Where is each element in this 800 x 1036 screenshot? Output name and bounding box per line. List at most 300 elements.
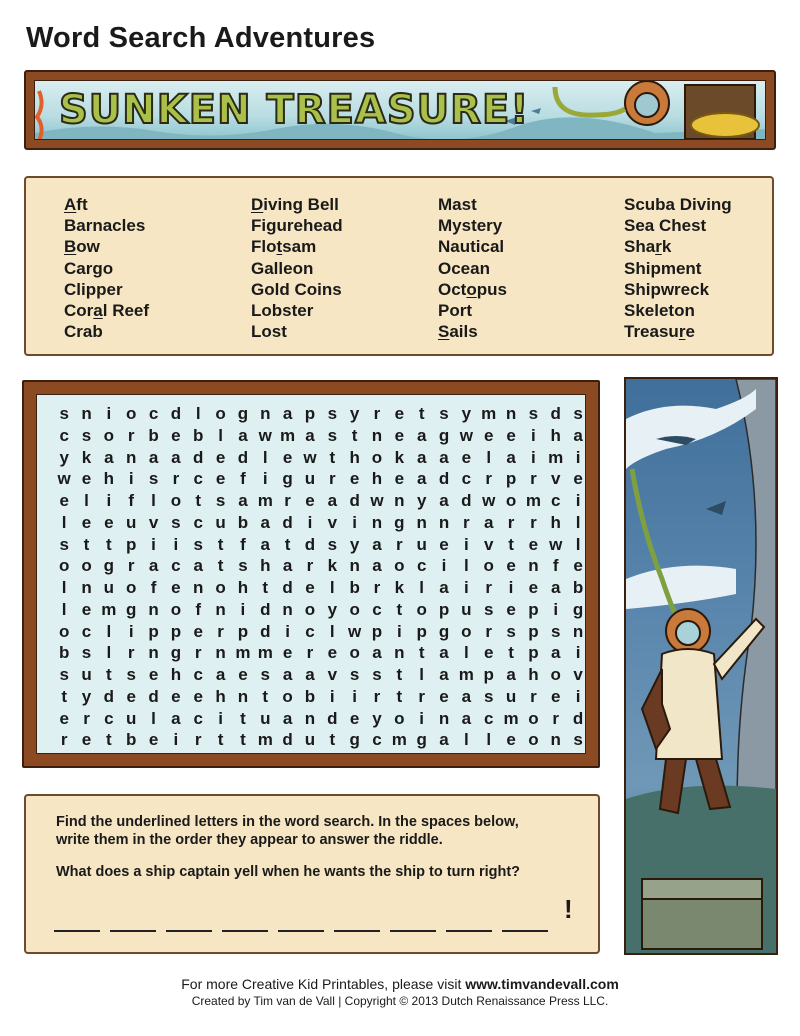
grid-letter[interactable]: g — [103, 556, 115, 576]
grid-letter[interactable]: i — [531, 447, 536, 467]
grid-letter[interactable]: e — [528, 578, 539, 597]
grid-letter[interactable]: v — [327, 512, 338, 532]
grid-letter[interactable]: t — [262, 686, 269, 706]
grid-letter[interactable]: e — [461, 447, 472, 467]
grid-letter[interactable]: d — [148, 686, 159, 706]
grid-letter[interactable]: a — [416, 447, 427, 467]
grid-letter[interactable]: r — [127, 425, 135, 445]
grid-letter[interactable]: h — [371, 469, 383, 489]
grid-letter[interactable]: a — [372, 643, 382, 663]
grid-letter[interactable]: t — [262, 578, 269, 597]
grid-letter[interactable]: l — [106, 621, 112, 641]
grid-letter[interactable]: v — [327, 665, 338, 684]
grid-letter[interactable]: r — [507, 512, 515, 532]
grid-letter[interactable]: y — [372, 708, 382, 728]
grid-letter[interactable]: l — [486, 447, 492, 467]
grid-letter[interactable]: n — [550, 730, 561, 750]
grid-letter[interactable]: r — [194, 730, 202, 750]
grid-letter[interactable]: t — [195, 491, 202, 510]
grid-letter[interactable]: y — [349, 404, 360, 423]
grid-letter[interactable]: m — [257, 643, 273, 663]
grid-letter[interactable]: a — [282, 556, 293, 576]
grid-letter[interactable]: l — [329, 578, 335, 597]
grid-letter[interactable]: d — [282, 512, 293, 532]
grid-letter[interactable]: a — [282, 708, 293, 728]
grid-letter[interactable]: t — [418, 643, 425, 663]
grid-letter[interactable]: a — [439, 491, 449, 510]
grid-letter[interactable]: v — [573, 665, 583, 684]
grid-letter[interactable]: v — [551, 469, 561, 489]
grid-letter[interactable]: t — [240, 708, 246, 728]
grid-letter[interactable]: c — [305, 621, 315, 641]
grid-letter[interactable]: o — [215, 578, 226, 597]
grid-letter[interactable]: s — [215, 491, 226, 510]
grid-letter[interactable]: c — [372, 730, 382, 750]
grid-letter[interactable]: r — [530, 469, 537, 489]
grid-letter[interactable]: g — [394, 512, 405, 532]
grid-letter[interactable]: d — [349, 491, 360, 510]
grid-letter[interactable]: h — [550, 512, 561, 532]
grid-letter[interactable]: c — [372, 599, 382, 619]
grid-letter[interactable]: f — [552, 556, 559, 576]
grid-letter[interactable]: i — [128, 469, 134, 489]
answer-blank[interactable] — [278, 930, 324, 932]
grid-letter[interactable]: y — [461, 404, 472, 423]
grid-letter[interactable]: d — [103, 686, 115, 706]
grid-letter[interactable]: p — [304, 404, 316, 423]
grid-letter[interactable]: m — [548, 447, 564, 467]
grid-letter[interactable]: o — [215, 404, 226, 423]
grid-letter[interactable]: k — [81, 447, 92, 467]
grid-letter[interactable]: s — [528, 404, 539, 423]
grid-letter[interactable]: o — [505, 491, 517, 510]
grid-letter[interactable]: l — [463, 730, 469, 750]
grid-letter[interactable]: d — [572, 708, 584, 728]
grid-letter[interactable]: c — [193, 708, 203, 728]
grid-letter[interactable]: f — [150, 578, 157, 597]
grid-letter[interactable]: a — [439, 578, 449, 597]
grid-letter[interactable]: d — [461, 491, 472, 510]
grid-letter[interactable]: m — [391, 730, 407, 750]
grid-letter[interactable]: l — [419, 665, 425, 684]
grid-letter[interactable]: a — [282, 665, 293, 684]
grid-letter[interactable]: n — [572, 621, 584, 641]
grid-letter[interactable]: m — [525, 491, 541, 510]
grid-letter[interactable]: a — [551, 643, 561, 663]
grid-letter[interactable]: a — [461, 686, 472, 706]
grid-letter[interactable]: a — [282, 404, 293, 423]
grid-letter[interactable]: t — [61, 686, 67, 706]
grid-letter[interactable]: i — [419, 708, 425, 728]
grid-letter[interactable]: m — [458, 665, 474, 684]
grid-letter[interactable]: n — [237, 686, 249, 706]
grid-letter[interactable]: m — [481, 404, 497, 423]
grid-letter[interactable]: r — [530, 512, 537, 532]
grid-letter[interactable]: e — [506, 599, 516, 619]
grid-letter[interactable]: t — [351, 425, 358, 445]
grid-letter[interactable]: h — [349, 447, 360, 467]
grid-letter[interactable]: i — [128, 621, 134, 641]
grid-letter[interactable]: f — [240, 469, 246, 489]
grid-letter[interactable]: o — [483, 556, 494, 576]
grid-letter[interactable]: o — [461, 621, 472, 641]
grid-letter[interactable]: s — [483, 686, 494, 706]
footer-url[interactable]: www.timvandevall.com — [465, 976, 619, 992]
grid-letter[interactable]: w — [459, 425, 473, 445]
grid-letter[interactable]: g — [349, 730, 360, 750]
grid-letter[interactable]: o — [416, 599, 427, 619]
grid-letter[interactable]: r — [485, 621, 493, 641]
grid-letter[interactable]: g — [416, 730, 427, 750]
grid-letter[interactable]: a — [327, 491, 338, 510]
grid-letter[interactable]: o — [394, 708, 405, 728]
grid-letter[interactable]: d — [282, 730, 293, 750]
grid-letter[interactable]: s — [327, 534, 338, 554]
grid-letter[interactable]: i — [575, 491, 581, 510]
grid-letter[interactable]: c — [483, 708, 494, 728]
grid-letter[interactable]: o — [58, 621, 70, 641]
grid-letter[interactable]: t — [396, 686, 403, 706]
grid-letter[interactable]: b — [126, 730, 137, 750]
grid-letter[interactable]: n — [148, 643, 159, 663]
grid-letter[interactable]: r — [396, 534, 403, 554]
grid-letter[interactable]: a — [461, 708, 472, 728]
grid-letter[interactable]: r — [83, 708, 90, 728]
grid-letter[interactable]: y — [416, 491, 427, 510]
grid-letter[interactable]: a — [148, 556, 159, 576]
grid-letter[interactable]: e — [394, 425, 405, 445]
grid-letter[interactable]: c — [193, 469, 203, 489]
grid-letter[interactable]: e — [81, 469, 92, 489]
grid-letter[interactable]: a — [439, 730, 449, 750]
grid-letter[interactable]: l — [575, 534, 581, 554]
grid-letter[interactable]: o — [528, 708, 539, 728]
grid-letter[interactable]: w — [549, 534, 563, 554]
grid-letter[interactable]: s — [349, 665, 360, 684]
grid-letter[interactable]: o — [81, 556, 92, 576]
grid-letter[interactable]: o — [528, 730, 539, 750]
grid-letter[interactable]: u — [126, 708, 137, 728]
grid-letter[interactable]: r — [306, 643, 314, 663]
grid-letter[interactable]: w — [258, 425, 272, 445]
grid-letter[interactable]: t — [106, 534, 112, 554]
grid-letter[interactable]: c — [416, 556, 427, 576]
grid-letter[interactable]: u — [461, 599, 472, 619]
grid-letter[interactable]: e — [394, 404, 405, 423]
grid-letter[interactable]: e — [282, 447, 293, 467]
grid-letter[interactable]: n — [304, 708, 316, 728]
grid-letter[interactable]: p — [126, 534, 137, 554]
grid-letter[interactable]: b — [58, 643, 70, 663]
grid-letter[interactable]: f — [128, 491, 135, 510]
grid-letter[interactable]: h — [170, 665, 182, 684]
grid-letter[interactable]: a — [573, 425, 583, 445]
grid-letter[interactable]: h — [550, 425, 561, 445]
grid-letter[interactable]: d — [193, 447, 204, 467]
grid-letter[interactable]: e — [81, 599, 92, 619]
grid-letter[interactable]: i — [173, 730, 179, 750]
grid-letter[interactable]: u — [304, 469, 316, 489]
grid-letter[interactable]: p — [528, 621, 539, 641]
grid-letter[interactable]: c — [81, 621, 92, 641]
grid-letter[interactable]: m — [280, 425, 296, 445]
grid-letter[interactable]: c — [551, 491, 561, 510]
grid-letter[interactable]: h — [528, 665, 539, 684]
grid-letter[interactable]: s — [238, 556, 248, 576]
grid-letter[interactable]: n — [505, 404, 517, 423]
grid-letter[interactable]: a — [439, 447, 449, 467]
grid-letter[interactable]: p — [170, 621, 182, 641]
grid-letter[interactable]: p — [371, 621, 383, 641]
grid-letter[interactable]: i — [575, 643, 581, 663]
grid-letter[interactable]: a — [193, 556, 203, 576]
grid-letter[interactable]: t — [217, 730, 224, 750]
grid-letter[interactable]: n — [416, 512, 427, 532]
grid-letter[interactable]: p — [505, 469, 517, 489]
grid-letter[interactable]: l — [575, 512, 581, 532]
grid-letter[interactable]: o — [58, 556, 70, 576]
grid-letter[interactable]: g — [438, 621, 450, 641]
grid-letter[interactable]: a — [305, 665, 315, 684]
grid-letter[interactable]: n — [215, 599, 226, 619]
grid-letter[interactable]: r — [194, 643, 202, 663]
grid-letter[interactable]: s — [171, 512, 181, 532]
grid-letter[interactable]: e — [171, 686, 181, 706]
grid-letter[interactable]: e — [215, 469, 226, 489]
grid-letter[interactable]: s — [506, 621, 516, 641]
grid-letter[interactable]: e — [349, 469, 360, 489]
grid-letter[interactable]: a — [439, 665, 449, 684]
grid-letter[interactable]: e — [506, 425, 516, 445]
grid-letter[interactable]: d — [438, 469, 450, 489]
grid-letter[interactable]: r — [485, 578, 493, 597]
grid-letter[interactable]: e — [171, 425, 181, 445]
grid-letter[interactable]: a — [372, 534, 382, 554]
grid-letter[interactable]: e — [551, 686, 561, 706]
grid-letter[interactable]: a — [305, 425, 315, 445]
grid-letter[interactable]: n — [282, 599, 293, 619]
grid-letter[interactable]: u — [81, 665, 92, 684]
grid-letter[interactable]: w — [370, 491, 384, 510]
grid-letter[interactable]: a — [104, 447, 114, 467]
grid-letter[interactable]: c — [171, 556, 181, 576]
grid-letter[interactable]: i — [575, 686, 581, 706]
grid-letter[interactable]: r — [127, 556, 135, 576]
grid-letter[interactable]: a — [171, 447, 181, 467]
grid-letter[interactable]: n — [349, 556, 360, 576]
grid-letter[interactable]: i — [508, 578, 514, 597]
grid-letter[interactable]: e — [483, 425, 494, 445]
grid-letter[interactable]: a — [171, 708, 181, 728]
answer-blank[interactable] — [502, 930, 548, 932]
answer-blank[interactable] — [54, 930, 100, 932]
grid-letter[interactable]: s — [59, 665, 69, 684]
grid-letter[interactable]: e — [305, 491, 315, 510]
grid-letter[interactable]: i — [151, 534, 156, 554]
grid-letter[interactable]: h — [237, 578, 249, 597]
grid-letter[interactable]: g — [237, 404, 249, 423]
answer-blank[interactable] — [166, 930, 212, 932]
grid-letter[interactable]: e — [81, 730, 92, 750]
grid-letter[interactable]: i — [106, 491, 112, 510]
grid-letter[interactable]: b — [304, 686, 316, 706]
grid-letter[interactable]: p — [528, 599, 539, 619]
grid-letter[interactable]: t — [284, 534, 291, 554]
grid-letter[interactable]: u — [304, 730, 316, 750]
grid-letter[interactable]: e — [148, 665, 159, 684]
grid-letter[interactable]: i — [240, 599, 246, 619]
grid-letter[interactable]: l — [463, 556, 469, 576]
grid-letter[interactable]: g — [438, 425, 450, 445]
grid-letter[interactable]: r — [373, 686, 381, 706]
grid-letter[interactable]: v — [148, 512, 159, 532]
grid-letter[interactable]: r — [60, 730, 68, 750]
grid-letter[interactable]: a — [260, 534, 270, 554]
grid-letter[interactable]: i — [352, 686, 357, 706]
grid-letter[interactable]: t — [508, 643, 514, 663]
grid-letter[interactable]: o — [394, 556, 405, 576]
grid-letter[interactable]: s — [126, 665, 136, 684]
grid-letter[interactable]: r — [217, 621, 224, 641]
grid-letter[interactable]: e — [81, 512, 92, 532]
grid-letter[interactable]: o — [371, 447, 383, 467]
grid-letter[interactable]: s — [573, 730, 583, 750]
answer-blank[interactable] — [334, 930, 380, 932]
grid-letter[interactable]: p — [148, 621, 159, 641]
grid-letter[interactable]: m — [257, 730, 273, 750]
grid-letter[interactable]: c — [148, 404, 159, 423]
grid-letter[interactable]: b — [193, 425, 204, 445]
grid-letter[interactable]: t — [106, 730, 112, 750]
answer-blank[interactable] — [390, 930, 436, 932]
grid-letter[interactable]: f — [195, 599, 202, 619]
grid-letter[interactable]: n — [371, 512, 383, 532]
grid-letter[interactable]: k — [327, 556, 338, 576]
grid-letter[interactable]: n — [126, 447, 137, 467]
grid-letter[interactable]: y — [81, 686, 92, 706]
grid-letter[interactable]: e — [59, 491, 69, 510]
grid-letter[interactable]: n — [193, 578, 204, 597]
grid-letter[interactable]: s — [483, 599, 494, 619]
grid-letter[interactable]: o — [282, 686, 293, 706]
grid-letter[interactable]: r — [172, 469, 180, 489]
grid-letter[interactable]: s — [193, 534, 203, 554]
grid-letter[interactable]: i — [441, 556, 447, 576]
grid-letter[interactable]: o — [550, 665, 561, 684]
grid-letter[interactable]: w — [482, 491, 496, 510]
grid-letter[interactable]: t — [396, 599, 403, 619]
grid-letter[interactable]: e — [104, 512, 114, 532]
grid-letter[interactable]: u — [505, 686, 517, 706]
grid-letter[interactable]: c — [59, 425, 69, 445]
grid-letter[interactable]: a — [148, 447, 159, 467]
grid-letter[interactable]: w — [303, 447, 317, 467]
grid-letter[interactable]: r — [373, 578, 381, 597]
grid-letter[interactable]: i — [262, 469, 268, 489]
grid-letter[interactable]: t — [508, 534, 514, 554]
grid-letter[interactable]: g — [170, 643, 182, 663]
grid-letter[interactable]: n — [438, 708, 450, 728]
grid-letter[interactable]: n — [81, 578, 92, 597]
grid-letter[interactable]: y — [327, 599, 338, 619]
grid-letter[interactable]: g — [126, 599, 137, 619]
grid-letter[interactable]: i — [106, 404, 112, 423]
grid-letter[interactable]: p — [237, 621, 249, 641]
grid-letter[interactable]: r — [463, 512, 470, 532]
grid-letter[interactable]: a — [416, 425, 427, 445]
grid-letter[interactable]: s — [81, 425, 92, 445]
grid-letter[interactable]: d — [260, 621, 271, 641]
grid-letter[interactable]: r — [485, 469, 493, 489]
grid-letter[interactable]: o — [170, 491, 182, 510]
grid-letter[interactable]: g — [282, 469, 293, 489]
grid-letter[interactable]: e — [282, 643, 293, 663]
grid-letter[interactable]: t — [396, 665, 403, 684]
grid-letter[interactable]: o — [349, 643, 360, 663]
grid-letter[interactable]: e — [238, 665, 248, 684]
grid-letter[interactable]: t — [217, 534, 224, 554]
answer-blank[interactable] — [110, 930, 156, 932]
grid-letter[interactable]: b — [572, 578, 584, 597]
grid-letter[interactable]: i — [463, 534, 469, 554]
grid-letter[interactable]: n — [394, 643, 405, 663]
grid-letter[interactable]: l — [61, 599, 67, 619]
grid-letter[interactable]: a — [416, 469, 427, 489]
grid-letter[interactable]: i — [307, 512, 313, 532]
grid-letter[interactable]: e — [349, 708, 360, 728]
grid-letter[interactable]: t — [83, 534, 90, 554]
grid-letter[interactable]: b — [349, 578, 360, 597]
grid-letter[interactable]: n — [81, 404, 92, 423]
grid-letter[interactable]: e — [126, 686, 136, 706]
grid-letter[interactable]: l — [84, 491, 89, 510]
grid-letter[interactable]: d — [327, 708, 338, 728]
grid-letter[interactable]: r — [418, 686, 425, 706]
grid-letter[interactable]: d — [282, 578, 293, 597]
grid-letter[interactable]: l — [151, 491, 156, 510]
grid-letter[interactable]: t — [106, 665, 112, 684]
grid-letter[interactable]: r — [373, 404, 381, 423]
grid-letter[interactable]: d — [260, 599, 271, 619]
grid-letter[interactable]: e — [148, 730, 159, 750]
grid-letter[interactable]: i — [531, 425, 536, 445]
grid-letter[interactable]: e — [573, 556, 583, 576]
grid-letter[interactable]: r — [306, 556, 314, 576]
grid-letter[interactable]: m — [503, 708, 519, 728]
grid-letter[interactable]: l — [262, 447, 268, 467]
grid-letter[interactable]: s — [573, 404, 583, 423]
answer-blank[interactable] — [222, 930, 268, 932]
grid-letter[interactable]: s — [327, 425, 338, 445]
grid-letter[interactable]: i — [329, 686, 335, 706]
grid-letter[interactable]: h — [215, 686, 226, 706]
grid-letter[interactable]: n — [148, 599, 159, 619]
grid-letter[interactable]: n — [438, 512, 450, 532]
grid-letter[interactable]: s — [439, 404, 449, 423]
grid-letter[interactable]: b — [148, 425, 159, 445]
grid-letter[interactable]: n — [394, 491, 405, 510]
grid-letter[interactable]: d — [304, 534, 316, 554]
grid-letter[interactable]: n — [260, 404, 271, 423]
grid-letter[interactable]: s — [59, 534, 69, 554]
grid-letter[interactable]: u — [126, 512, 137, 532]
grid-letter[interactable]: d — [237, 447, 249, 467]
answer-blanks[interactable] — [54, 914, 558, 932]
grid-letter[interactable]: e — [439, 686, 449, 706]
grid-letter[interactable]: i — [463, 578, 469, 597]
grid-letter[interactable]: o — [126, 404, 137, 423]
grid-letter[interactable]: e — [193, 686, 203, 706]
